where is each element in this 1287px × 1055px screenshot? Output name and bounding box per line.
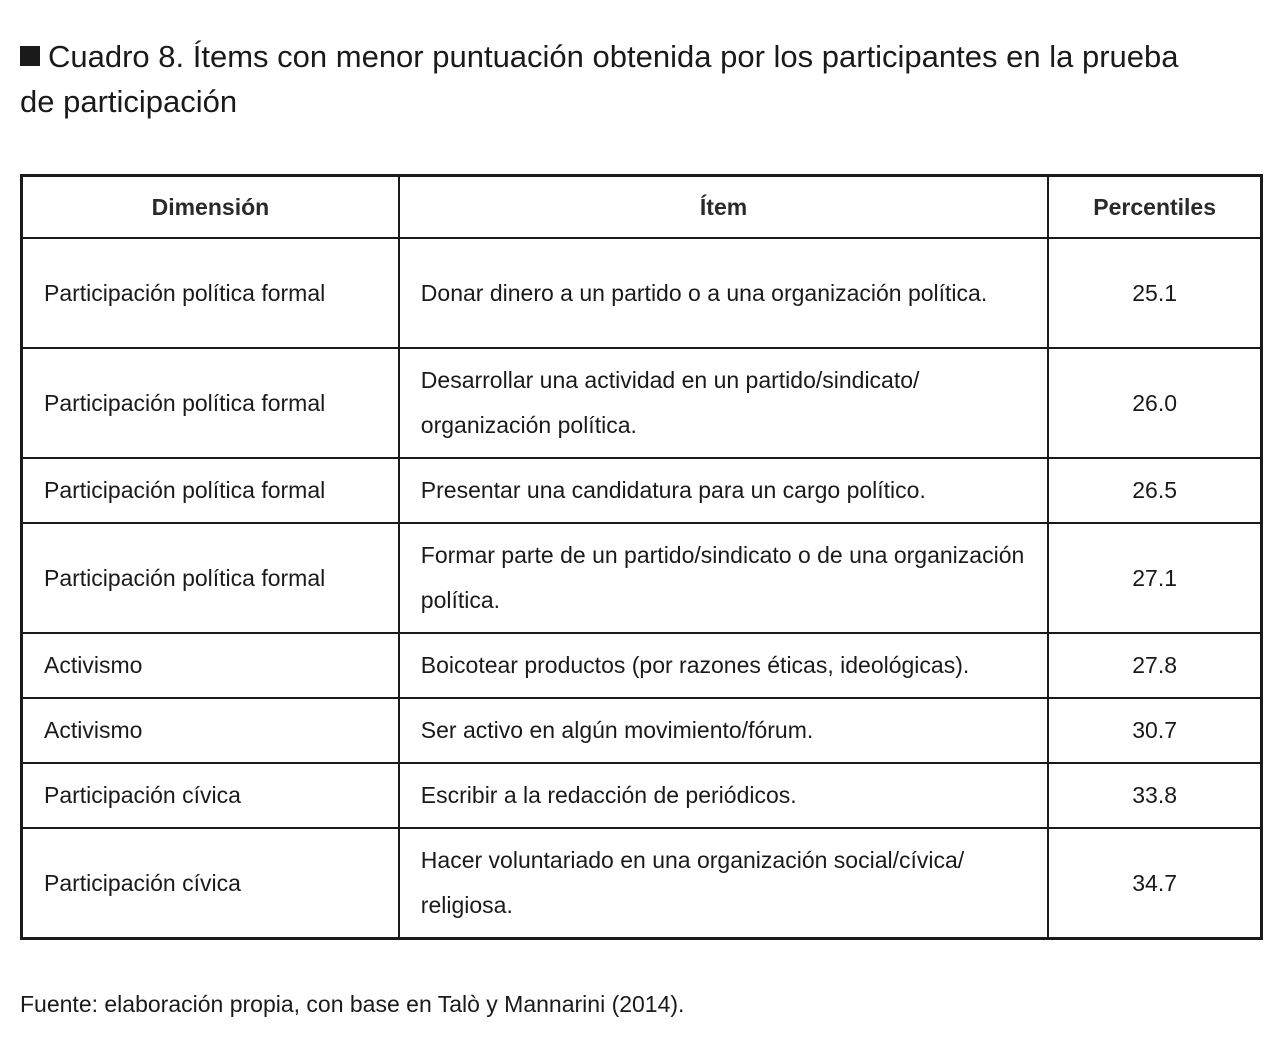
dimension-cell: Participación política formal (22, 238, 399, 348)
dimension-cell: Participación cívica (22, 763, 399, 828)
header-percentiles: Percentiles (1048, 176, 1261, 239)
table-caption (20, 34, 1220, 124)
square-bullet-icon (20, 46, 40, 66)
participation-items-table (20, 174, 1263, 940)
percentile-cell: 26.5 (1048, 458, 1261, 523)
percentile-cell: 27.8 (1048, 633, 1261, 698)
header-item: Ítem (399, 176, 1049, 239)
item-cell: Desarrollar una actividad en un partido/sindicato/ organización política. (399, 348, 1049, 458)
item-cell: Donar dinero a un partido o a una organización política. (399, 238, 1049, 348)
item-cell: Escribir a la redacción de periódicos. (399, 763, 1049, 828)
caption-text: Cuadro 8. Ítems con menor puntuación obtenida por los participantes en la prueba de participación (20, 39, 1179, 119)
percentile-cell: 34.7 (1048, 828, 1261, 939)
table-row (22, 348, 1262, 458)
item-cell: Presentar una candidatura para un cargo político. (399, 458, 1049, 523)
table-row (22, 238, 1262, 348)
dimension-cell: Participación política formal (22, 523, 399, 633)
dimension-cell: Activismo (22, 698, 399, 763)
table-row (22, 763, 1262, 828)
source-note: Fuente: elaboración propia, con base en Talò y Mannarini (2014). (20, 991, 685, 1017)
table-row (22, 698, 1262, 763)
item-cell: Boicotear productos (por razones éticas, ideológicas). (399, 633, 1049, 698)
percentile-cell: 26.0 (1048, 348, 1261, 458)
item-cell: Formar parte de un partido/sindicato o de una organización política. (399, 523, 1049, 633)
header-row (22, 176, 1262, 239)
table-row (22, 458, 1262, 523)
dimension-cell: Activismo (22, 633, 399, 698)
percentile-cell: 27.1 (1048, 523, 1261, 633)
item-cell: Hacer voluntariado en una organización social/cívica/ religiosa. (399, 828, 1049, 939)
dimension-cell: Participación política formal (22, 458, 399, 523)
percentile-cell: 25.1 (1048, 238, 1261, 348)
dimension-cell: Participación cívica (22, 828, 399, 939)
table-row (22, 523, 1262, 633)
item-cell: Ser activo en algún movimiento/fórum. (399, 698, 1049, 763)
percentile-cell: 33.8 (1048, 763, 1261, 828)
header-dimension: Dimensión (22, 176, 399, 239)
table-row (22, 633, 1262, 698)
percentile-cell: 30.7 (1048, 698, 1261, 763)
dimension-cell: Participación política formal (22, 348, 399, 458)
table-row (22, 828, 1262, 939)
